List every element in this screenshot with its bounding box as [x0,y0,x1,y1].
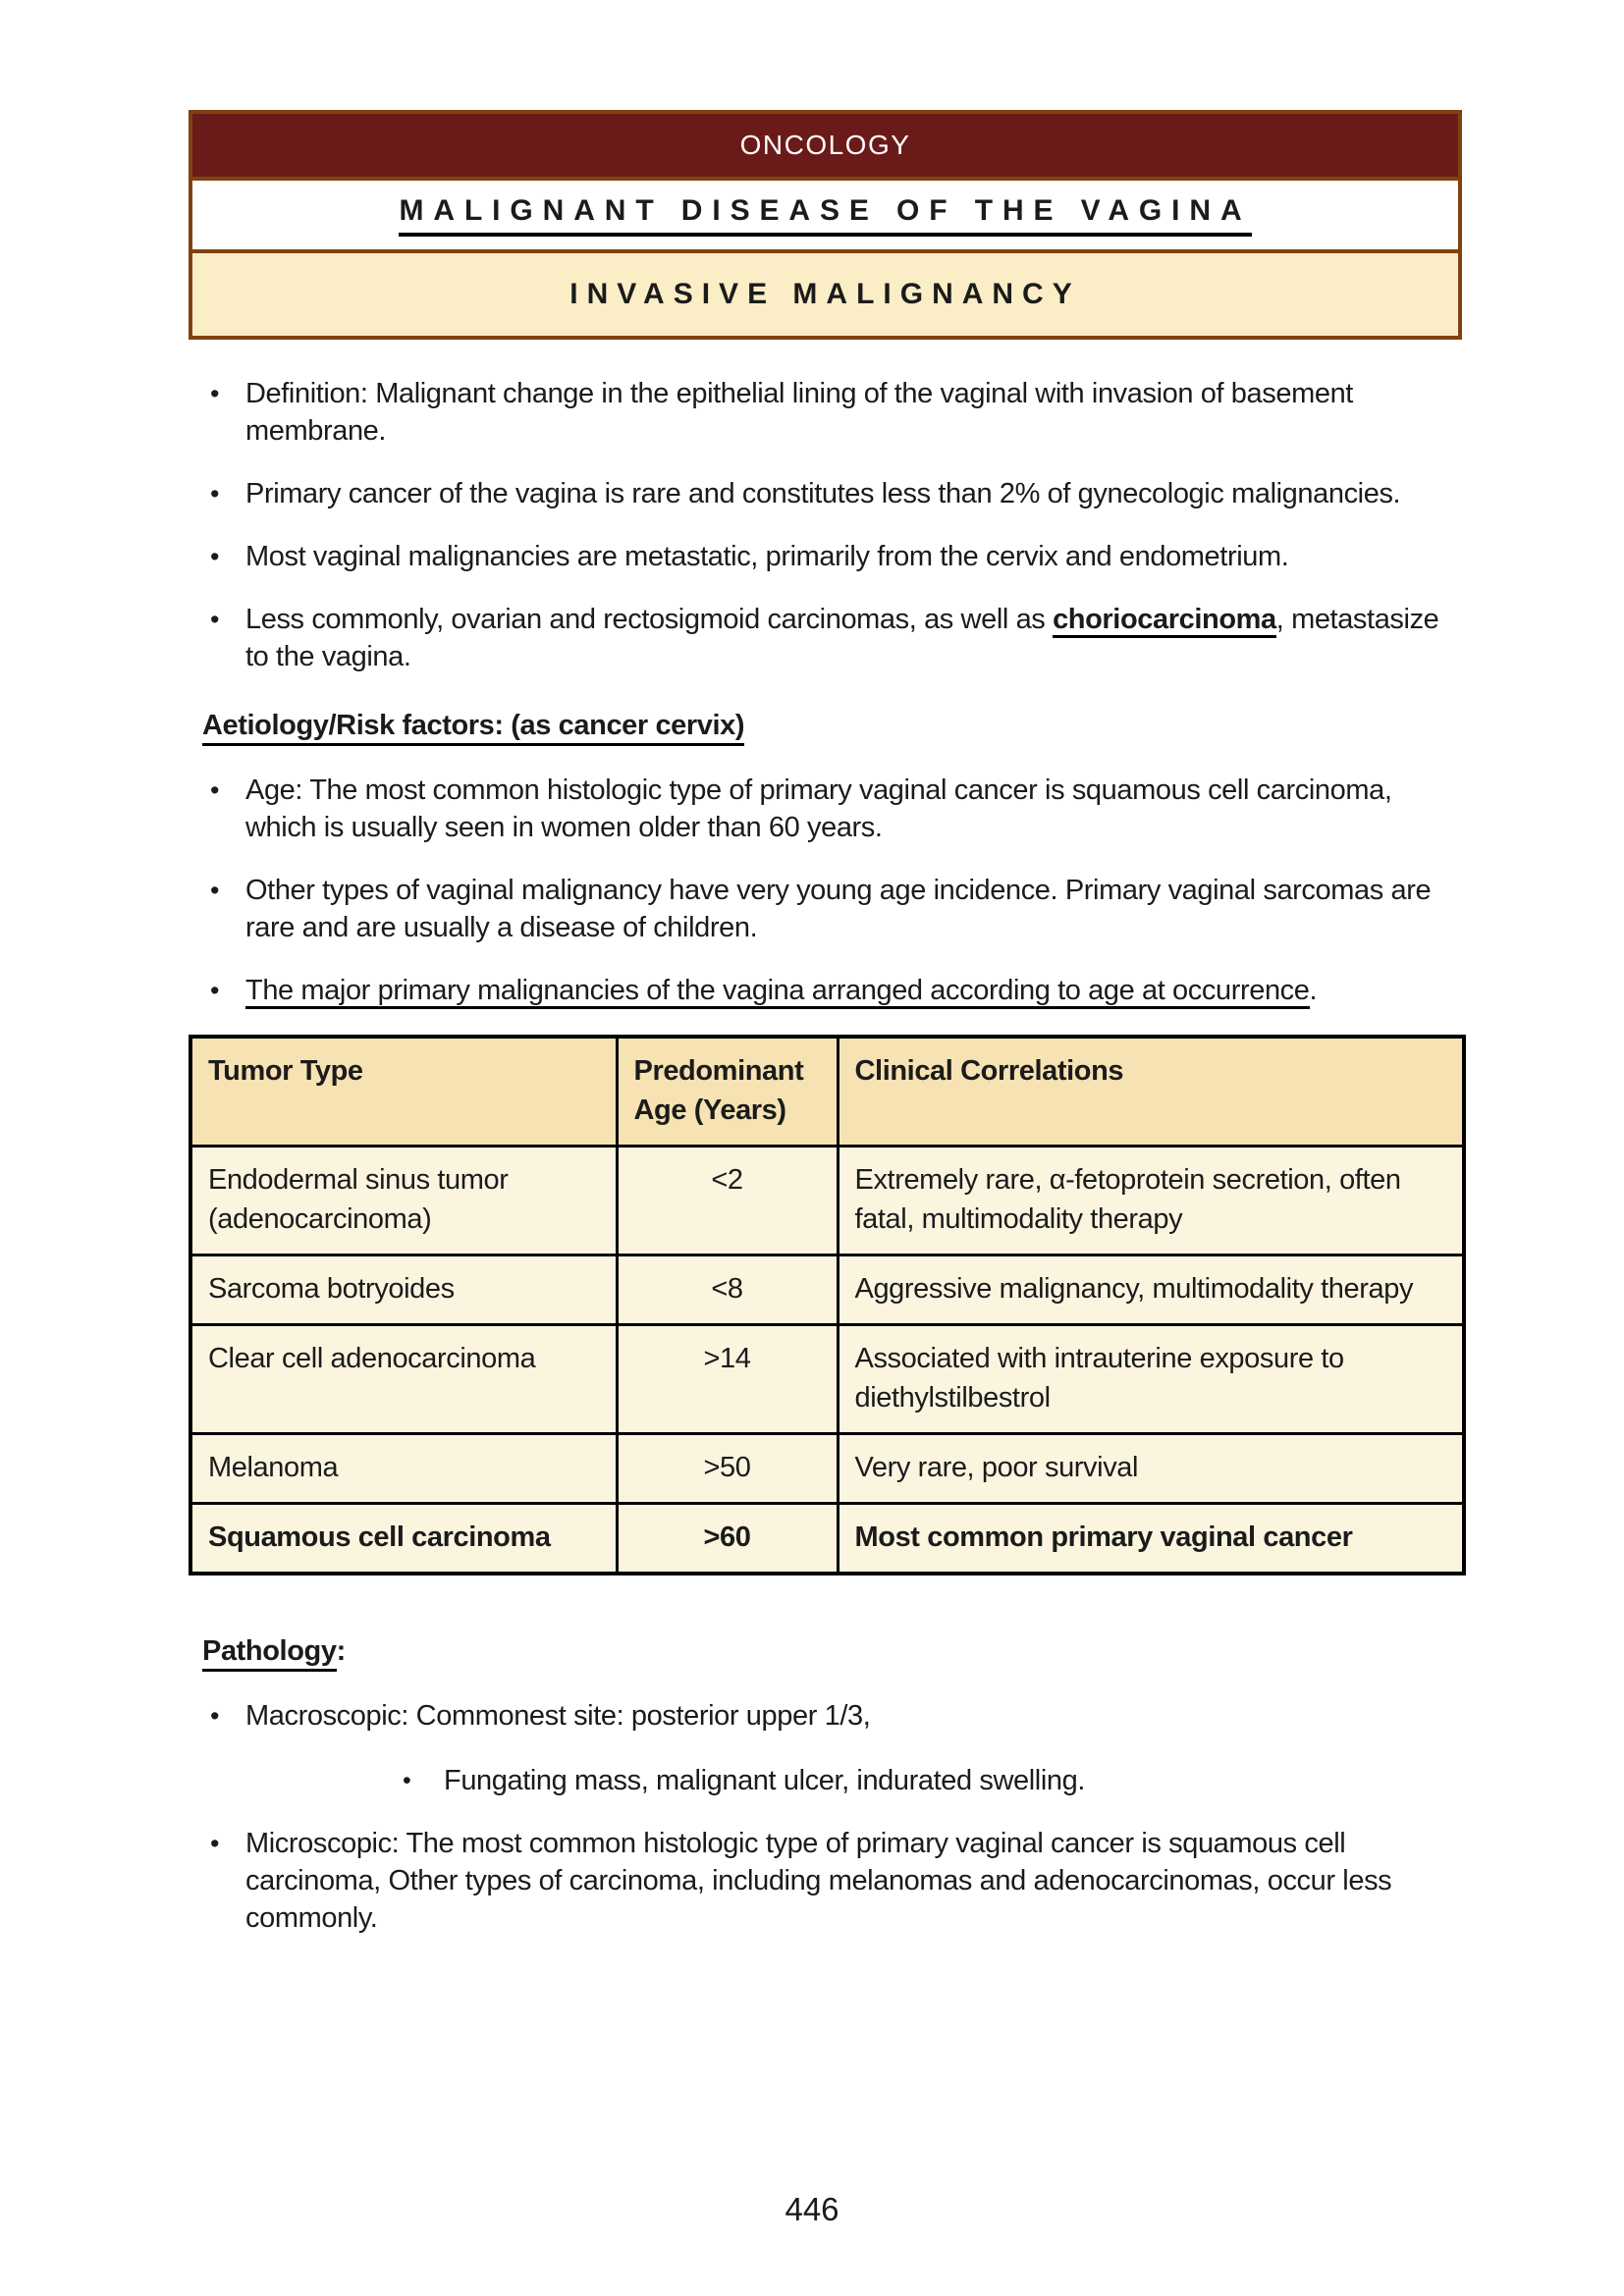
page-title-band [192,177,1458,253]
table-row: Endodermal sinus tumor (adenocarcinoma) <2 Extremely rare, α-fetoprotein secretion, often fatal, multimodality therapy [190,1147,1464,1255]
table-row: Sarcoma botryoides <8 Aggressive malignancy, multimodality therapy [190,1255,1464,1325]
page-title: MALIGNANT DISEASE OF THE VAGINA [399,194,1251,237]
table-row: Clear cell adenocarcinoma >14 Associated with intrauterine exposure to diethylstilbestrol [190,1325,1464,1434]
macroscopic-sublist [245,1762,1442,1799]
bullet-metastatic: • Most vaginal malignancies are metastatic, primarily from the cervix and endometrium. [189,538,1462,575]
table-header-row [190,1037,1464,1147]
bullet-other-types: • Other types of vaginal malignancy have very young age incidence. Primary vaginal sarcomas are rare and are usually a disease of children. [189,872,1462,946]
choriocarcinoma-emphasis: choriocarcinoma [1053,604,1276,638]
page-number: 446 [785,2191,839,2227]
bullet-macroscopic: • Macroscopic: Commonest site: posterior upper 1/3, • Fungating mass, malignant ulcer, indurated swelling. [189,1697,1462,1799]
table-row-squamous: Squamous cell carcinoma >60 Most common primary vaginal cancer [190,1504,1464,1575]
col-header-age: Predominant Age (Years) [617,1037,838,1147]
col-header-tumor-type: Tumor Type [190,1037,617,1147]
bullet-major-malignancies: • The major primary malignancies of the vagina arranged according to age at occurrence. [189,972,1462,1009]
page-content [189,375,1462,1962]
bullet-fungating-mass: • Fungating mass, malignant ulcer, indurated swelling. [393,1762,1442,1799]
pathology-bullet-list [189,1697,1462,1937]
aetiology-bullet-list [189,772,1462,1009]
bullet-less-commonly: • Less commonly, ovarian and rectosigmoid carcinomas, as well as choriocarcinoma, metastasize to the vagina. [189,601,1462,675]
intro-bullet-list [189,375,1462,675]
section-title: INVASIVE MALIGNANCY [569,278,1081,310]
tumor-type-table [189,1035,1466,1575]
chapter-banner [192,114,1458,177]
page-header-block [189,110,1462,340]
bullet-primary-cancer: • Primary cancer of the vagina is rare and constitutes less than 2% of gynecologic malignancies. [189,475,1462,512]
table-row: Melanoma >50 Very rare, poor survival [190,1434,1464,1504]
chapter-title: ONCOLOGY [739,130,911,160]
aetiology-heading: Aetiology/Risk factors: (as cancer cervix) [202,707,1462,744]
section-banner [192,253,1458,336]
bullet-microscopic: • Microscopic: The most common histologic type of primary vaginal cancer is squamous cell carcinoma, Other types of carcinoma, including melanomas and adenocarcinomas, occur less commonly. [189,1825,1462,1937]
pathology-heading: Pathology: [202,1632,1462,1670]
col-header-clinical: Clinical Correlations [838,1037,1464,1147]
bullet-age: • Age: The most common histologic type of primary vaginal cancer is squamous cell carcinoma, which is usually seen in women older than 60 years. [189,772,1462,846]
bullet-definition: • Definition: Malignant change in the epithelial lining of the vaginal with invasion of basement membrane. [189,375,1462,450]
